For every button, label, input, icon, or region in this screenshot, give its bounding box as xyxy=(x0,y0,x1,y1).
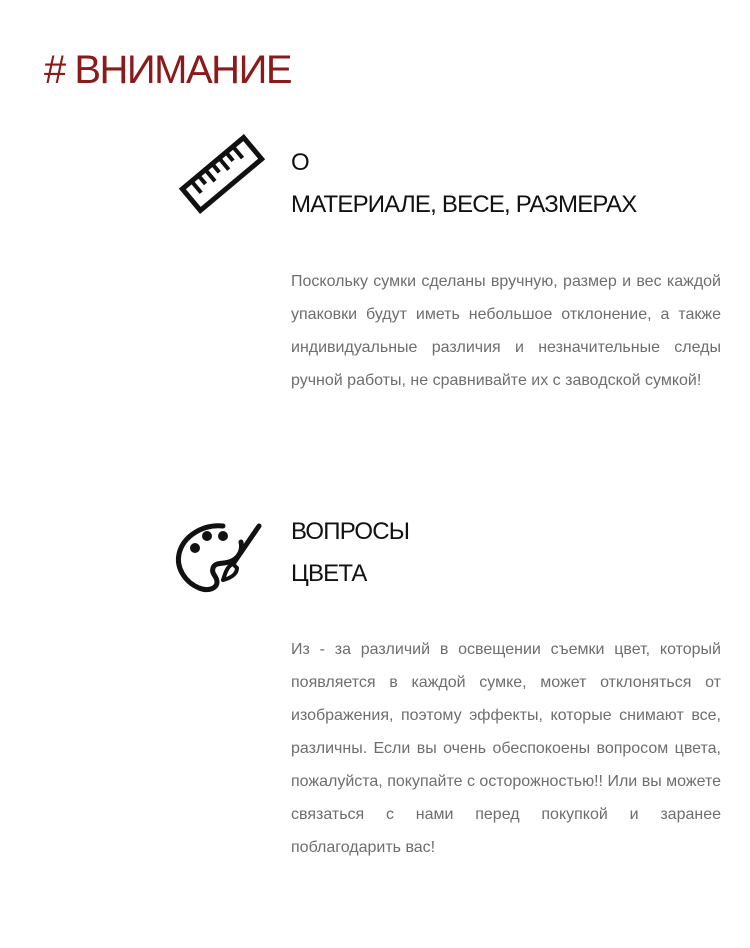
section-body: Поскольку сумки сделаны вручную, размер и вес каждой упаковки будут иметь небольшое отклонение, а также индивидуальные различия и незначительные следы ручной работы, не сравнивайте их с заводской сумкой! xyxy=(291,273,721,389)
section-heading xyxy=(291,511,409,595)
section-heading-line1: О xyxy=(291,149,309,176)
section-body: Из - за различий в освещении съемки цвет, который появляется в каждой сумке, может отклоняться от изображения, поэтому эффекты, которые снимают все, различны. Если вы очень обеспокоены вопросом цвета, пожалуйста, покупайте с осторожностью!! Или вы можете связаться с нами перед покупкой и заранее поблагодарить вас! xyxy=(291,641,721,856)
palette-icon xyxy=(173,512,265,604)
ruler-icon xyxy=(176,128,268,220)
section-heading-line1: ВОПРОСЫ xyxy=(291,518,410,545)
section-heading-line2: МАТЕРИАЛЕ, ВЕСЕ, РАЗМЕРАХ xyxy=(291,191,637,218)
section-heading xyxy=(291,142,636,226)
page-title: # ВНИМАНИЕ xyxy=(44,48,291,92)
section-heading-line2: ЦВЕТА xyxy=(291,560,367,587)
